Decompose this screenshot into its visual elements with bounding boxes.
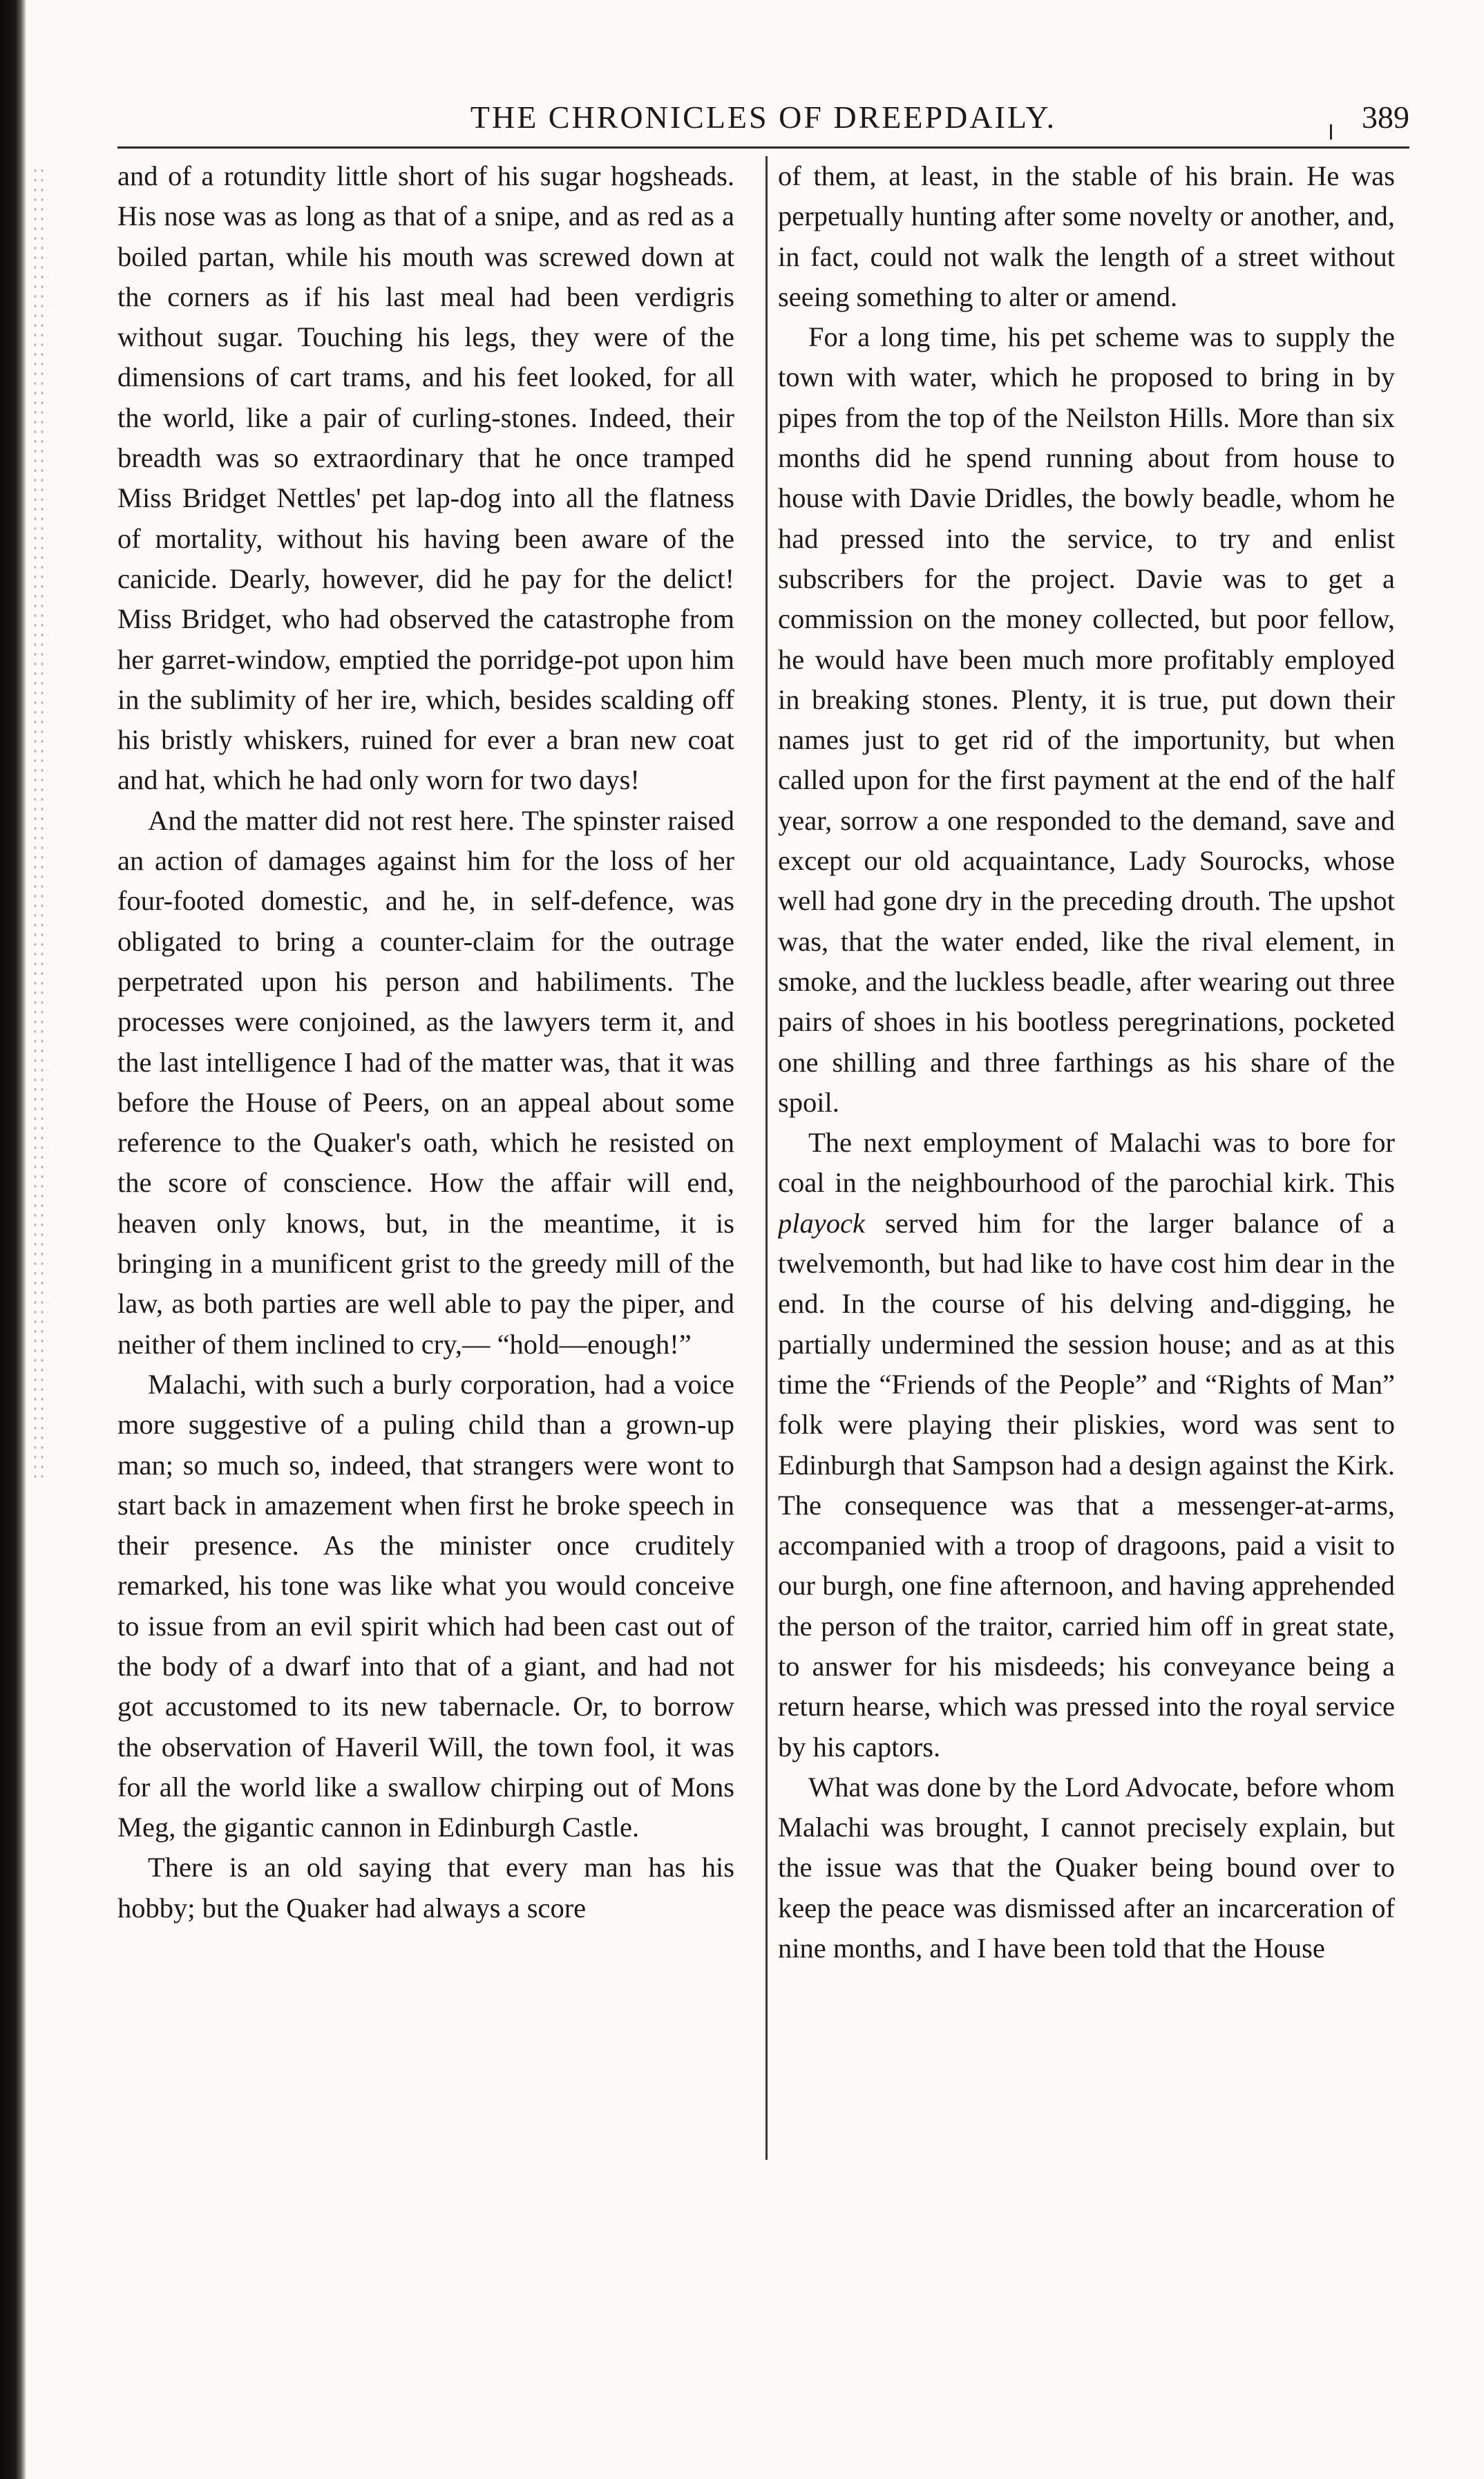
- left-column: [117, 156, 734, 2367]
- left-paragraph-2: And the matter did not rest here. The spinster raised an action of damages against him for the loss of her four-footed domestic, and he, in self-defence, was obligated to bring a counter-claim for the outrage perpetrated upon his person and habiliments. The processes were conjoined, as the lawyers term it, and the last intelligence I had of the matter was, that it was before the House of Peers, on an appeal about some reference to the Quaker's oath, which he resisted on the score of conscience. How the affair will end, heaven only knows, but, in the meantime, it is bringing in a munificent grist to the greedy mill of the law, as both parties are well able to pay the piper, and neither of them inclined to cry,— “hold—enough!”: [117, 804, 734, 1360]
- header-tick-mark: [1330, 124, 1332, 140]
- left-paragraph-3: Malachi, with such a burly corporation, had a voice more suggestive of a puling child than a grown-up man; so much so, indeed, that strangers were wont to start back in amazement when first he broke speech in their presence. As the minister once cruditely remarked, his tone was like what you would conceive to issue from an evil spirit which had been cast out of the body of a dwarf into that of a giant, and had not got accustomed to its new tabernacle. Or, to borrow the observation of Haveril Will, the town fool, it was for all the world like a swallow chirping out of Mons Meg, the gigantic cannon in Edinburgh Castle.: [117, 1368, 734, 1843]
- left-paragraph-1: and of a rotundity little short of his sugar hogsheads. His nose was as long as that of a snipe, and as red as a boiled partan, while his mouth was screwed down at the corners as if his last meal had been verdigris without sugar. Touching his legs, they were of the dimensions of cart trams, and his feet looked, for all the world, like a pair of curling-stones. Indeed, their breadth was so extraordinary that he once tramped Miss Bridget Nettles' pet lap-dog into all the flatness of mortality, without his having been aware of the canicide. Dearly, however, did he pay for the delict! Miss Bridget, who had observed the catastrophe from her garret-window, emptied the porridge-pot upon him in the sublimity of her ire, which, besides scalding off his bristly whiskers, ruined for ever a bran new coat and hat, which he had only worn for two days!: [117, 160, 734, 796]
- italic-word: playock: [778, 1207, 865, 1239]
- right-paragraph-4: What was done by the Lord Advocate, before whom Malachi was brought, I cannot precisely explain, but the issue was that the Quaker being bound over to keep the peace was dismissed after an incarceration of nine months, and I have been told that the House: [778, 1771, 1395, 1964]
- header-rule: [117, 146, 1409, 149]
- running-title: THE CHRONICLES OF DREEPDAILY.: [470, 99, 1057, 135]
- book-binding-shadow: [0, 0, 26, 2479]
- column-divider: [765, 156, 768, 2160]
- paragraph-text: served him for the larger balance of a twelvemonth, but had like to have cost him dear in the end. In the course of his delving and-digging, he partially undermined the session house; and as at this time the “Friends of the People” and “Rights of Man” folk were playing their pliskies, word was sent to Edinburgh that Sampson had a design against the Kirk. The consequence was that a messenger-at-arms, accompanied with a troop of dragoons, paid a visit to our burgh, one fine afternoon, and having apprehended the person of the traitor, carried him off in great state, to answer for his misdeeds; his conveyance being a return hearse, which was pressed into the royal service by his captors.: [778, 1207, 1395, 1763]
- right-paragraph-1: of them, at least, in the stable of his brain. He was perpetually hunting after some novelty or another, and, in fact, could not walk the length of a street without seeing something to alter or amend.: [778, 160, 1395, 312]
- left-paragraph-4: There is an old saying that every man has his hobby; but the Quaker had always a score: [117, 1852, 734, 1924]
- right-paragraph-2: For a long time, his pet scheme was to supply the town with water, which he proposed to bring in by pipes from the top of the Neilston Hills. More than six months did he spend running about from house to house with Davie Dridles, the bowly beadle, whom he had pressed into the service, to try and enlist subscribers for the project. Davie was to get a commission on the money collected, but poor fellow, he would have been much more profitably employed in breaking stones. Plenty, it is true, put down their names just to get rid of the importunity, but when called upon for the first payment at the end of the half year, sorrow a one responded to the demand, save and except our old acquaintance, Lady Sourocks, whose well had gone dry in the preceding drouth. The upshot was, that the water ended, like the rival element, in smoke, and the luckless beadle, after wearing out three pairs of shoes in his bootless peregrinations, pocketed one shilling and three farthings as his share of the spoil.: [778, 321, 1395, 1118]
- page-number: 389: [1362, 99, 1409, 135]
- paragraph-text: The next employment of Malachi was to bore for coal in the neighbourhood of the parochial kirk. This: [778, 1127, 1395, 1199]
- page-header: [117, 97, 1409, 145]
- right-column: [778, 156, 1395, 2367]
- right-paragraph-3: [778, 1123, 1395, 1767]
- page-edge-speckle: [32, 166, 48, 1479]
